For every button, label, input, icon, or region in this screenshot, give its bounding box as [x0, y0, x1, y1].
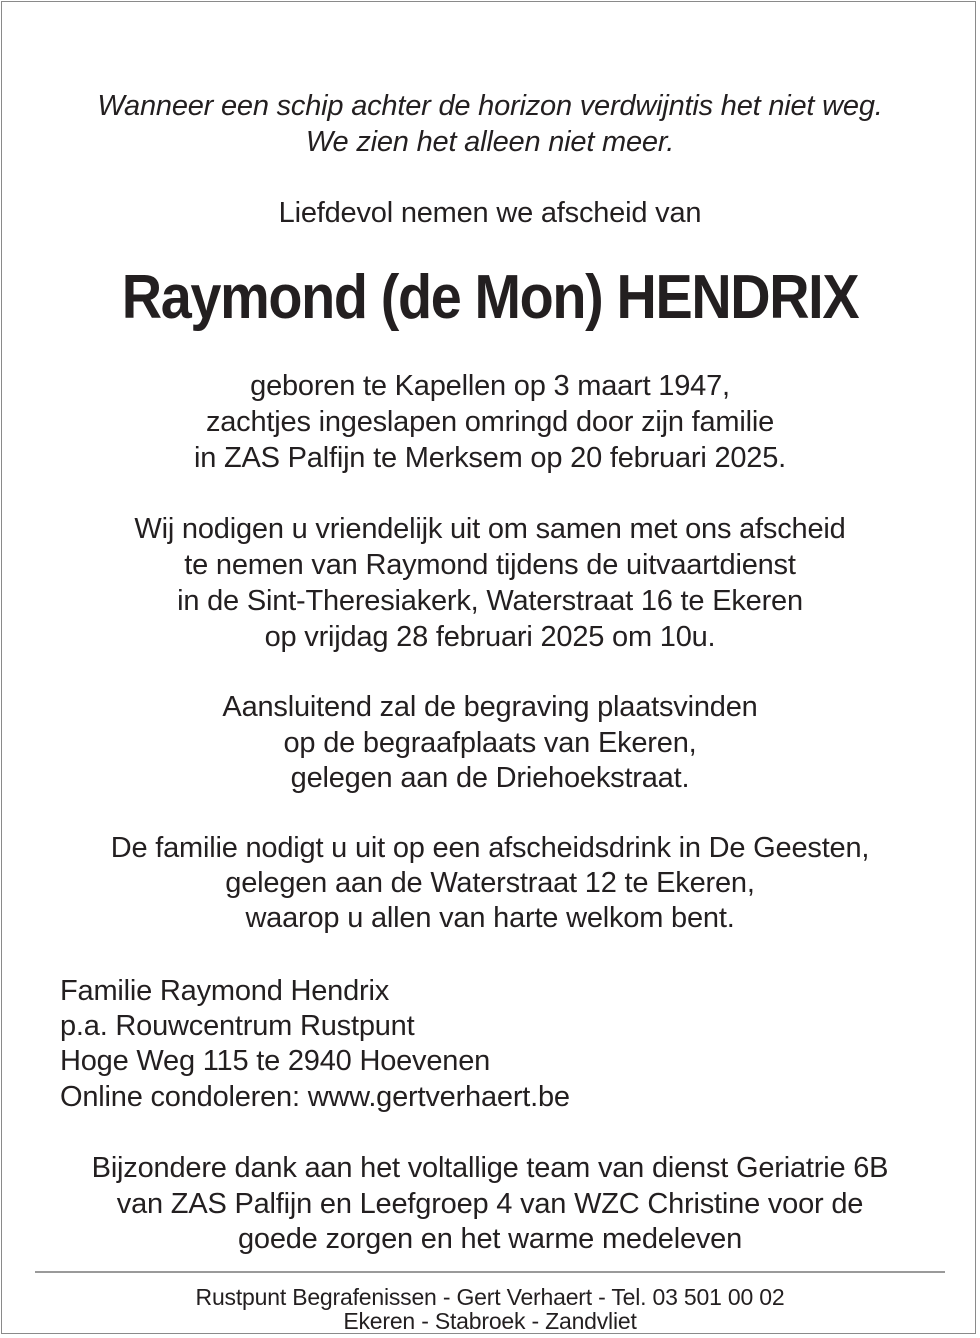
thanks-line-2: van ZAS Palfijn en Leefgroep 4 van WZC Christine voor de: [116, 1188, 864, 1220]
funeral-line-2: te nemen van Raymond tijdens de uitvaartdienst: [184, 549, 796, 581]
contact-line-2: p.a. Rouwcentrum Rustpunt: [60, 1010, 415, 1042]
birth-death-line-2: zachtjes ingeslapen omringd door zijn familie: [205, 406, 775, 438]
burial-line-3: gelegen aan de Driehoekstraat.: [290, 762, 690, 794]
reception-line-3: waarop u allen van harte welkom bent.: [245, 902, 735, 934]
deceased-name: Raymond (de Mon) HENDRIX: [121, 263, 859, 332]
footer-line-2: Ekeren - Stabroek - Zandvliet: [343, 1308, 637, 1334]
reception-line-1: De familie nodigt u uit op een afscheidsdrink in De Geesten,: [110, 832, 870, 864]
contact-line-4: Online condoleren: www.gertverhaert.be: [60, 1081, 570, 1113]
quote-line-2: We zien het alleen niet meer.: [305, 126, 675, 158]
contact-line-1: Familie Raymond Hendrix: [60, 975, 390, 1007]
thanks-line-1: Bijzondere dank aan het voltallige team van dienst Geriatrie 6B: [91, 1152, 889, 1184]
birth-death-line-1: geboren te Kapellen op 3 maart 1947,: [250, 370, 730, 402]
intro-text: Liefdevol nemen we afscheid van: [278, 197, 702, 229]
thanks-line-3: goede zorgen en het warme medeleven: [237, 1223, 743, 1255]
birth-death-line-3: in ZAS Palfijn te Merksem op 20 februari 2025.: [193, 442, 787, 474]
burial-line-2: op de begraafplaats van Ekeren,: [283, 727, 697, 759]
footer-line-1: Rustpunt Begrafenissen - Gert Verhaert - Tel. 03 501 00 02: [195, 1284, 785, 1310]
quote-line-1: Wanneer een schip achter de horizon verdwijntis het niet weg.: [97, 90, 883, 122]
burial-line-1: Aansluitend zal de begraving plaatsvinden: [222, 691, 758, 723]
funeral-line-1: Wij nodigen u vriendelijk uit om samen met ons afscheid: [134, 513, 846, 545]
reception-line-2: gelegen aan de Waterstraat 12 te Ekeren,: [225, 867, 755, 899]
funeral-line-4: op vrijdag 28 februari 2025 om 10u.: [264, 621, 716, 653]
funeral-line-3: in de Sint-Theresiakerk, Waterstraat 16 te Ekeren: [177, 585, 803, 617]
footer-divider: [35, 1271, 945, 1273]
contact-line-3: Hoge Weg 115 te 2940 Hoevenen: [60, 1045, 491, 1077]
